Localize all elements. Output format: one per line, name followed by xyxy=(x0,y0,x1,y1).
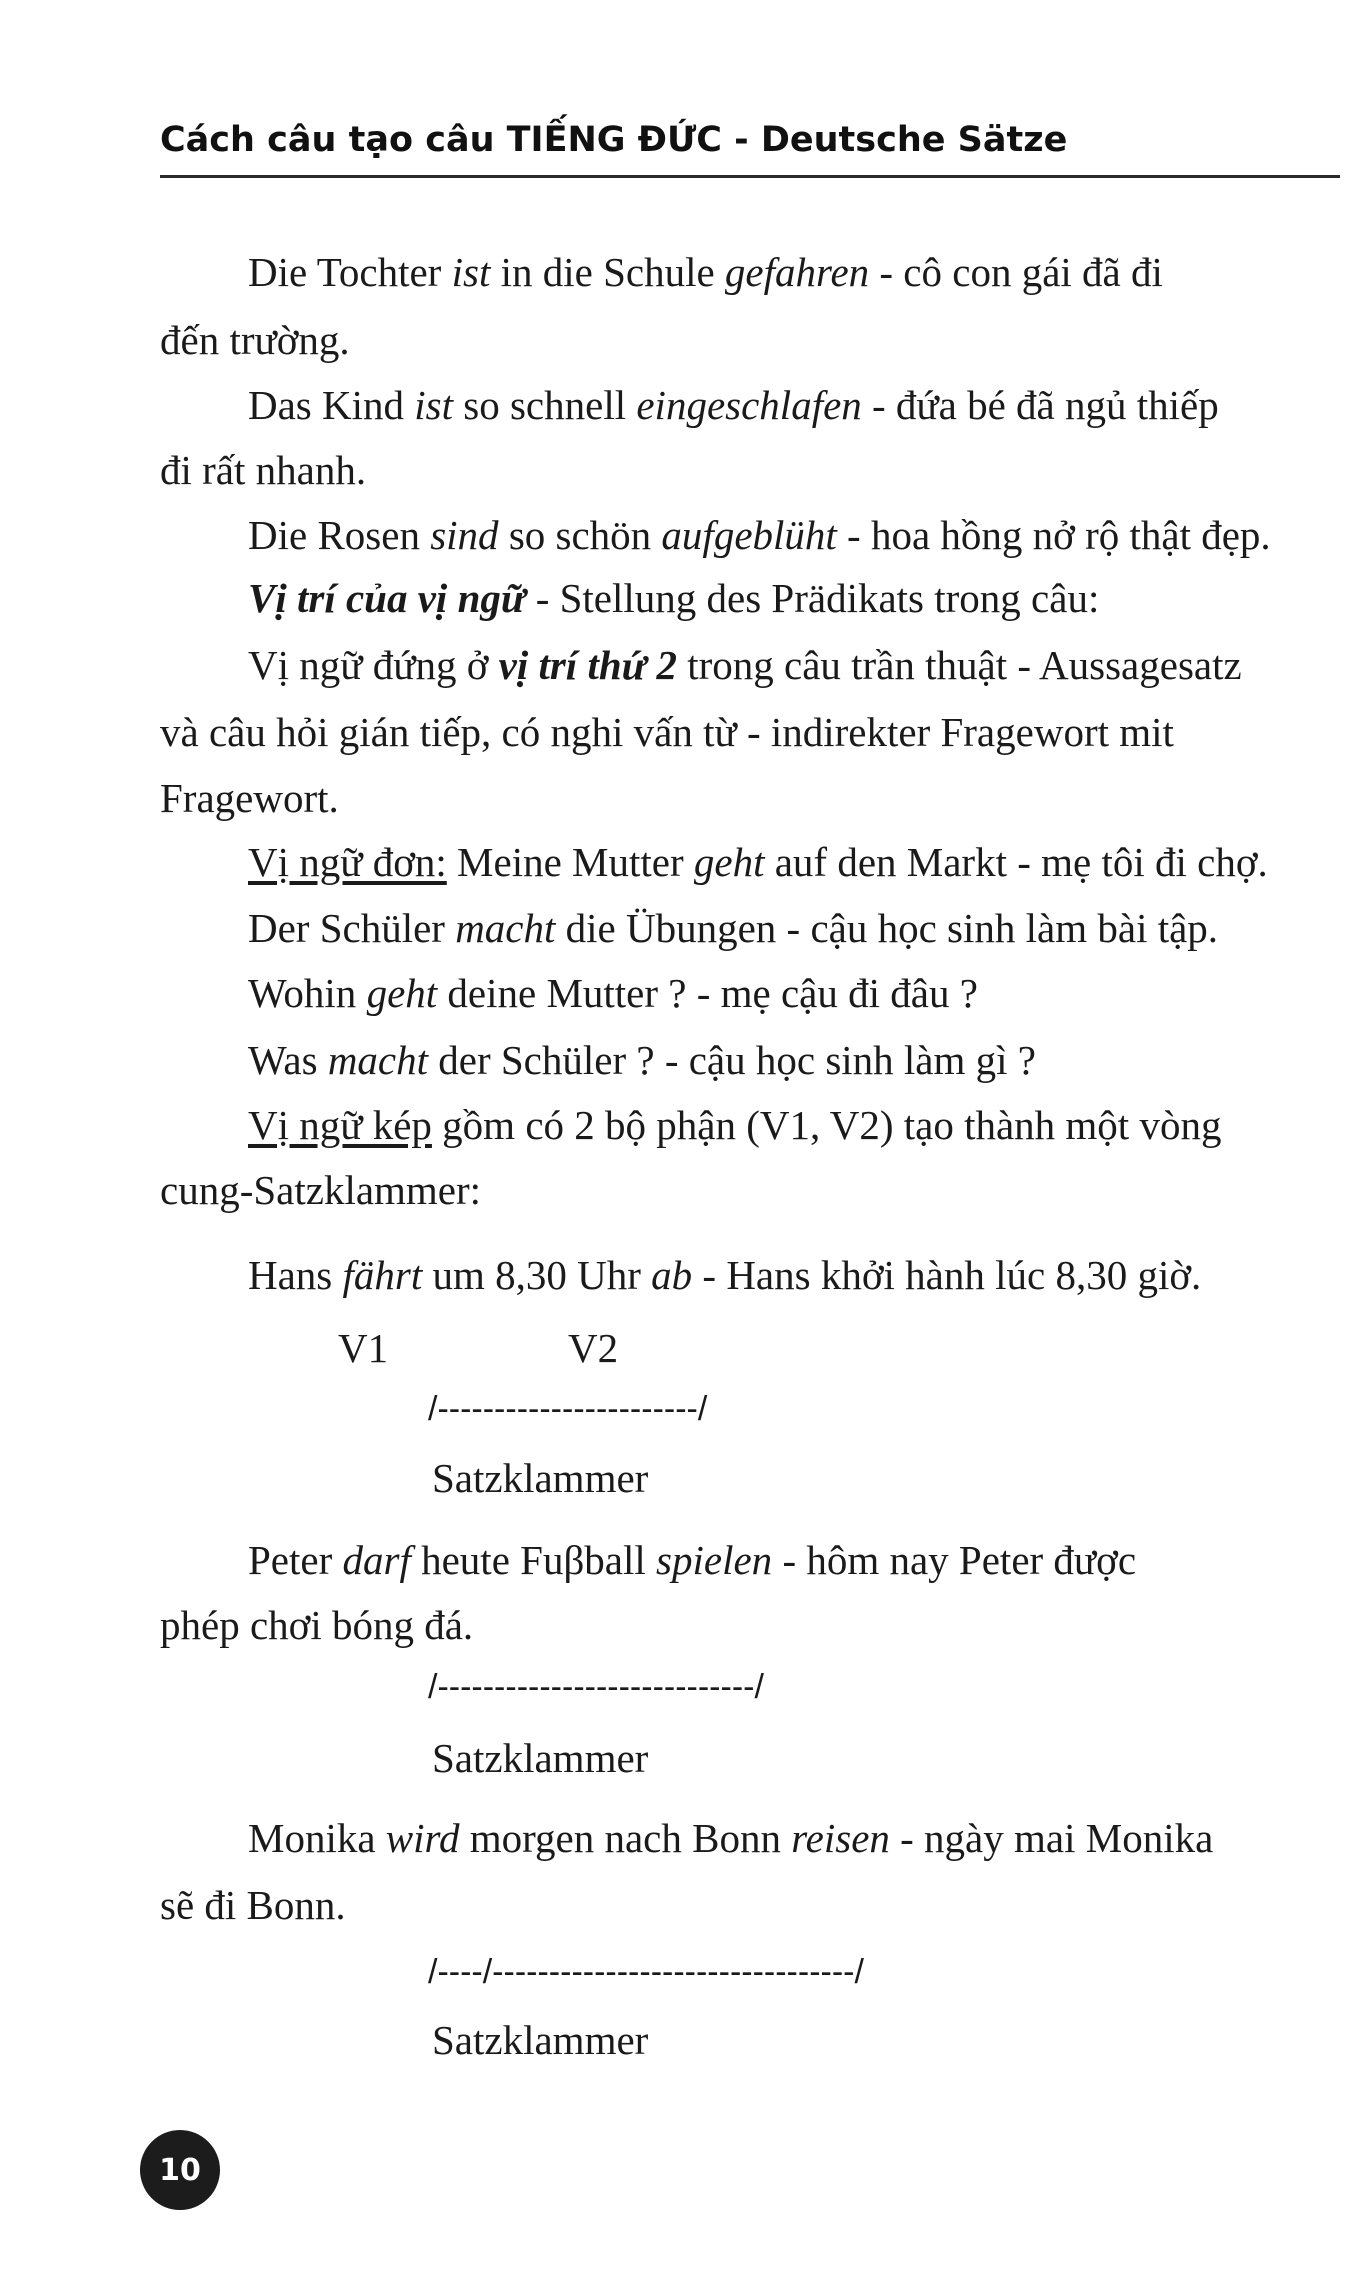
v1-label: V1 xyxy=(338,1325,389,1371)
example-tochter-cont: đến trường. xyxy=(160,317,350,363)
bracket-hans: /-----------------------/ xyxy=(428,1390,708,1428)
v2-label: V2 xyxy=(568,1325,619,1371)
simple-predicate-example: Vị ngữ đơn: Meine Mutter geht auf den Markt - mẹ tôi đi chợ. xyxy=(248,839,1268,885)
rule-position-line3: Fragewort. xyxy=(160,775,339,821)
compound-predicate-line2: cung-Satzklammer: xyxy=(160,1167,482,1213)
satzklammer-label-1: Satzklammer xyxy=(432,1455,649,1501)
example-kind: Das Kind ist so schnell eingeschlafen - đứa bé đã ngủ thiếp xyxy=(248,382,1219,428)
bracket-monika: /----/--------------------------------/ xyxy=(428,1953,864,1991)
section-heading-position: Vị trí của vị ngữ - Stellung des Prädikats trong câu: xyxy=(248,575,1100,621)
example-kind-cont: đi rất nhanh. xyxy=(160,447,367,493)
example-was: Was macht der Schüler ? - cậu học sinh làm gì ? xyxy=(248,1037,1036,1083)
example-hans: Hans fährt um 8,30 Uhr ab - Hans khởi hành lúc 8,30 giờ. xyxy=(248,1252,1202,1298)
example-wohin: Wohin geht deine Mutter ? - mẹ cậu đi đâu ? xyxy=(248,970,978,1016)
rule-position-line2: và câu hỏi gián tiếp, có nghi vấn từ - indirekter Fragewort mit xyxy=(160,709,1174,755)
page-number-badge: 10 xyxy=(140,2130,220,2210)
example-schueler: Der Schüler macht die Übungen - cậu học sinh làm bài tập. xyxy=(248,905,1219,951)
example-peter-cont: phép chơi bóng đá. xyxy=(160,1602,474,1648)
satzklammer-label-2: Satzklammer xyxy=(432,1735,649,1781)
rule-position-line1: Vị ngữ đứng ở vị trí thứ 2 trong câu trần thuật - Aussagesatz xyxy=(248,642,1242,688)
running-header: Cách câu tạo câu TIẾNG ĐỨC - Deutsche Sätze xyxy=(160,120,1068,160)
bracket-peter: /----------------------------/ xyxy=(428,1668,764,1706)
example-rosen: Die Rosen sind so schön aufgeblüht - hoa hồng nở rộ thật đẹp. xyxy=(248,512,1271,558)
satzklammer-label-3: Satzklammer xyxy=(432,2017,649,2063)
example-peter: Peter darf heute Fuβball spielen - hôm nay Peter được xyxy=(248,1537,1137,1583)
example-tochter: Die Tochter ist in die Schule gefahren - cô con gái đã đi xyxy=(248,249,1163,295)
example-monika: Monika wird morgen nach Bonn reisen - ngày mai Monika xyxy=(248,1815,1214,1861)
example-monika-cont: sẽ đi Bonn. xyxy=(160,1882,346,1928)
compound-predicate-line1: Vị ngữ kép gồm có 2 bộ phận (V1, V2) tạo thành một vòng xyxy=(248,1102,1222,1148)
header-rule xyxy=(160,175,1340,178)
